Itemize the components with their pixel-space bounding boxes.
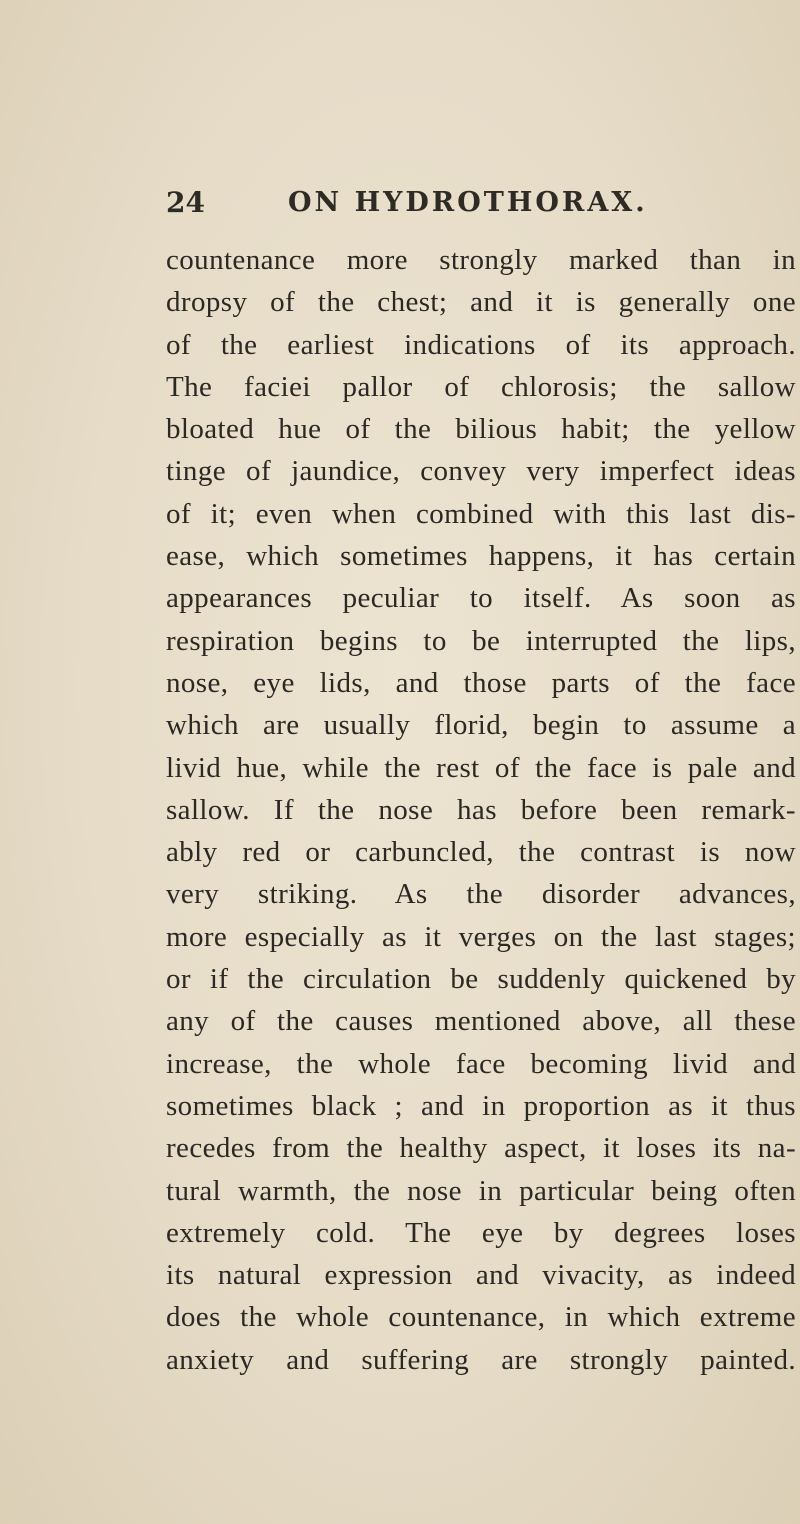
- text-line: appearances peculiar to itself. As soon as: [166, 582, 796, 615]
- text-line: sallow. If the nose has before been remark-: [166, 793, 796, 826]
- text-line: of it; even when combined with this last dis-: [166, 497, 796, 530]
- text-line: very striking. As the disorder advances,: [166, 878, 796, 911]
- text-line: increase, the whole face becoming livid and: [166, 1047, 796, 1080]
- text-line: livid hue, while the rest of the face is pale and: [166, 751, 796, 784]
- text-line: any of the causes mentioned above, all these: [166, 1005, 796, 1038]
- text-line: its natural expression and vivacity, as indeed: [166, 1259, 796, 1292]
- text-line: ably red or carbuncled, the contrast is now: [166, 836, 796, 869]
- text-line: which are usually florid, begin to assume a: [166, 709, 796, 742]
- text-line: anxiety and suffering are strongly painted.: [166, 1343, 796, 1376]
- text-line: or if the circulation be suddenly quickened by: [166, 963, 796, 996]
- text-line: countenance more strongly marked than in: [166, 244, 796, 276]
- text-line: extremely cold. The eye by degrees loses: [166, 1216, 796, 1249]
- text-line: recedes from the healthy aspect, it loses its na-: [166, 1132, 796, 1165]
- text-line: dropsy of the chest; and it is generally one: [166, 286, 796, 319]
- page-number: 24: [166, 186, 205, 219]
- text-line: more especially as it verges on the last stages;: [166, 920, 796, 953]
- text-line: ease, which sometimes happens, it has certain: [166, 540, 796, 573]
- text-line: respiration begins to be interrupted the lips,: [166, 624, 796, 657]
- running-head: ON HYDROTHORAX.: [288, 187, 648, 218]
- text-line: tural warmth, the nose in particular being often: [166, 1174, 796, 1207]
- text-line: nose, eye lids, and those parts of the face: [166, 666, 796, 699]
- text-line: does the whole countenance, in which extreme: [166, 1301, 796, 1334]
- text-line: tinge of jaundice, convey very imperfect ideas: [166, 455, 796, 488]
- text-line: of the earliest indications of its approach.: [166, 328, 796, 361]
- body-text: [166, 239, 796, 1381]
- text-line: bloated hue of the bilious habit; the yellow: [166, 413, 796, 446]
- text-line: The faciei pallor of chlorosis; the sallow: [166, 370, 796, 403]
- text-line: sometimes black ; and in proportion as it thus: [166, 1089, 796, 1122]
- page-header: [0, 183, 800, 223]
